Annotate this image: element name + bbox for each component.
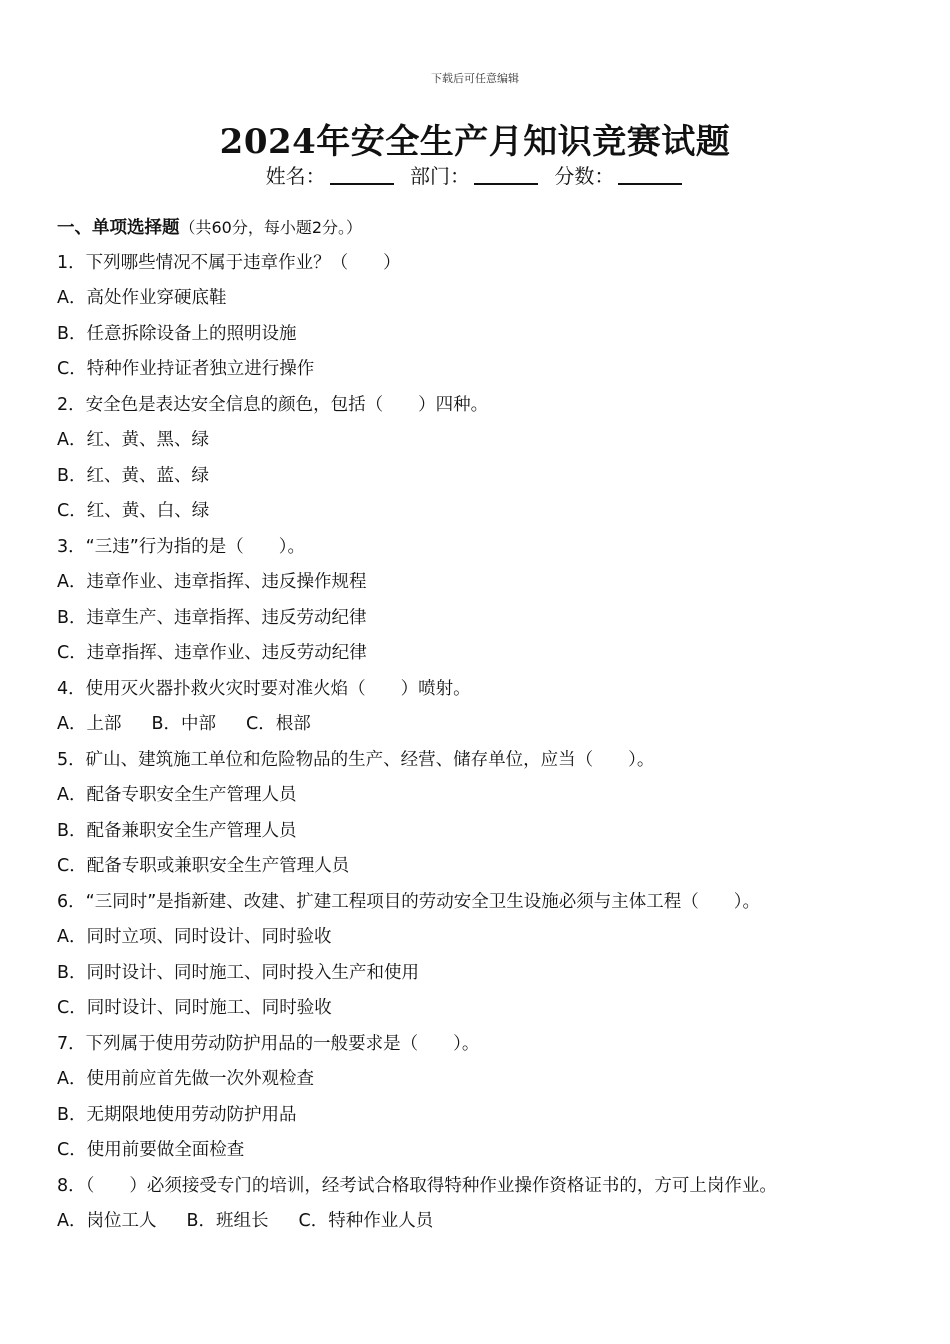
question-option: B．红、黄、蓝、绿 xyxy=(57,465,210,486)
question-option: B．任意拆除设备上的照明设施 xyxy=(57,323,297,344)
name-blank[interactable] xyxy=(330,165,394,185)
question-options-inline xyxy=(57,707,897,743)
info-line xyxy=(0,160,950,189)
question-option: C．红、黄、白、绿 xyxy=(57,501,210,521)
question-list xyxy=(57,210,897,1240)
question-option: A．上部 xyxy=(57,714,122,734)
section-title: 一、单项选择题 xyxy=(57,218,180,238)
score-blank[interactable] xyxy=(618,165,682,185)
question-option: B．中部 xyxy=(151,714,216,734)
question-stem: 6．“三同时”是指新建、改建、扩建工程项目的劳动安全卫生设施必须与主体工程（ ）。 xyxy=(57,891,761,912)
dept-blank[interactable] xyxy=(474,165,538,185)
score-label: 分数： xyxy=(554,164,615,188)
question-stem: 8．（ ）必须接受专门的培训，经考试合格取得特种作业操作资格证书的，方可上岗作业。 xyxy=(57,1175,777,1196)
question-option: A．高处作业穿硬底鞋 xyxy=(57,288,227,308)
question-option: C．同时设计、同时施工、同时验收 xyxy=(57,998,332,1018)
question-option: B．违章生产、违章指挥、违反劳动纪律 xyxy=(57,607,367,628)
question-option: A．同时立项、同时设计、同时验收 xyxy=(57,927,332,947)
question-option: C．使用前要做全面检查 xyxy=(57,1140,245,1160)
question-option: A．岗位工人 xyxy=(57,1211,157,1231)
question-option: C．根部 xyxy=(246,714,311,734)
question-option: A．配备专职安全生产管理人员 xyxy=(57,785,297,805)
download-note: 下载后可任意编辑 xyxy=(431,72,519,85)
question-option: C．特种作业人员 xyxy=(298,1211,434,1231)
question-option: C．特种作业持证者独立进行操作 xyxy=(57,359,315,379)
question-option: A．使用前应首先做一次外观检查 xyxy=(57,1069,314,1089)
name-label: 姓名： xyxy=(265,164,326,188)
question-stem: 2．安全色是表达安全信息的颜色，包括（ ）四种。 xyxy=(57,394,489,415)
question-stem: 3．“三违”行为指的是（ ）。 xyxy=(57,536,306,557)
question-option: B．同时设计、同时施工、同时投入生产和使用 xyxy=(57,962,420,983)
question-option: A．红、黄、黑、绿 xyxy=(57,430,209,450)
question-option: B．班组长 xyxy=(186,1211,269,1231)
question-options-inline xyxy=(57,1204,897,1240)
question-stem: 4．使用灭火器扑救火灾时要对准火焰（ ）喷射。 xyxy=(57,678,471,699)
page-title: 2024年安全生产月知识竞赛试题 xyxy=(219,122,731,162)
question-option: B．配备兼职安全生产管理人员 xyxy=(57,820,297,841)
question-stem: 1．下列哪些情况不属于违章作业？（ ） xyxy=(57,252,401,273)
section-heading xyxy=(57,210,897,246)
question-stem: 7．下列属于使用劳动防护用品的一般要求是（ ）。 xyxy=(57,1033,480,1054)
question-option: C．配备专职或兼职安全生产管理人员 xyxy=(57,856,350,876)
section-note: （共60分，每小题2分。） xyxy=(179,218,363,237)
dept-label: 部门： xyxy=(410,164,470,188)
question-stem: 5．矿山、建筑施工单位和危险物品的生产、经营、储存单位，应当（ ）。 xyxy=(57,749,655,770)
question-option: A．违章作业、违章指挥、违反操作规程 xyxy=(57,572,367,592)
question-option: B．无期限地使用劳动防护用品 xyxy=(57,1104,297,1125)
question-option: C．违章指挥、违章作业、违反劳动纪律 xyxy=(57,643,367,663)
